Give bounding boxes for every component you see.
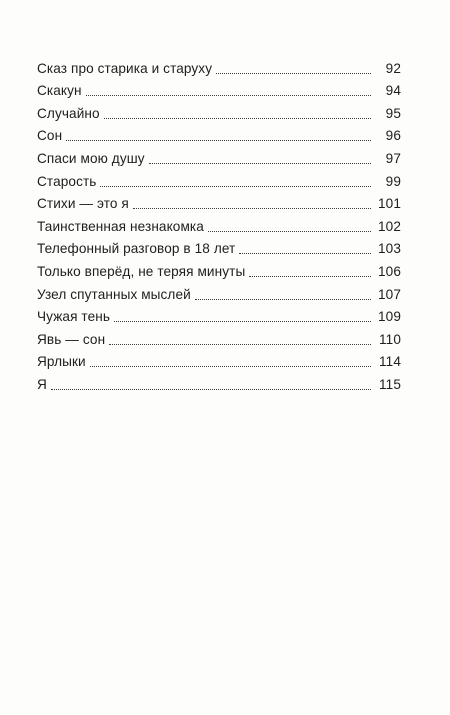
dot-leader — [86, 95, 371, 96]
toc-entry-title: Скакун — [37, 83, 82, 99]
dot-leader — [249, 276, 371, 277]
toc-entry — [37, 235, 401, 258]
toc-entry — [37, 167, 401, 190]
toc-entry — [37, 257, 401, 280]
toc-entry — [37, 348, 401, 371]
dot-leader — [216, 73, 371, 74]
toc-entry-page: 99 — [385, 173, 401, 189]
dot-leader — [114, 321, 371, 322]
toc-entry-title: Старость — [37, 173, 97, 189]
toc-entry — [37, 144, 401, 167]
toc-entry-page: 101 — [378, 196, 401, 212]
toc-entry — [37, 325, 401, 348]
toc-entry-page: 109 — [378, 309, 401, 325]
toc-entry-title: Явь — сон — [37, 331, 106, 347]
toc-entry-page: 92 — [385, 60, 401, 76]
toc-entry-title: Сон — [37, 128, 63, 144]
toc-entry-page: 97 — [385, 150, 401, 166]
toc-entry — [37, 212, 401, 235]
dot-leader — [51, 389, 371, 390]
toc-entry-title: Чужая тень — [37, 309, 111, 325]
toc-entry-title: Стихи — это я — [37, 196, 129, 212]
toc-entry — [37, 370, 401, 393]
toc-entry-title: Узел спутанных мыслей — [37, 286, 191, 302]
dot-leader — [195, 299, 371, 300]
dot-leader — [66, 140, 371, 141]
toc-entry-title: Таинственная незнакомка — [37, 218, 204, 234]
toc-entry-title: Я — [37, 376, 47, 392]
toc-entry-title: Ярлыки — [37, 354, 86, 370]
toc-entry-title: Случайно — [37, 105, 100, 121]
dot-leader — [100, 186, 371, 187]
dot-leader — [149, 163, 371, 164]
table-of-contents — [37, 54, 401, 393]
toc-entry — [37, 303, 401, 326]
toc-entry-title: Сказ про старика и старуху — [37, 60, 213, 76]
toc-entry — [37, 99, 401, 122]
toc-entry — [37, 54, 401, 77]
dot-leader — [208, 231, 371, 232]
toc-entry-title: Телефонный разговор в 18 лет — [37, 241, 236, 257]
dot-leader — [239, 253, 371, 254]
toc-entry-page: 94 — [385, 83, 401, 99]
toc-entry-page: 96 — [385, 128, 401, 144]
toc-entry — [37, 280, 401, 303]
toc-entry-title: Только вперёд, не теряя минуты — [37, 263, 246, 279]
toc-entry-title: Спаси мою душу — [37, 150, 145, 166]
dot-leader — [104, 118, 371, 119]
toc-entry — [37, 122, 401, 145]
toc-entry-page: 103 — [378, 241, 401, 257]
dot-leader — [109, 344, 371, 345]
toc-entry-page: 114 — [379, 354, 401, 370]
toc-entry-page: 102 — [378, 218, 401, 234]
toc-entry-page: 106 — [378, 263, 401, 279]
toc-entry-page: 95 — [385, 105, 401, 121]
dot-leader — [90, 366, 371, 367]
toc-entry — [37, 190, 401, 213]
toc-entry — [37, 77, 401, 100]
toc-entry-page: 115 — [379, 376, 401, 392]
toc-entry-page: 107 — [378, 286, 401, 302]
toc-entry-page: 110 — [379, 331, 401, 347]
dot-leader — [133, 208, 371, 209]
